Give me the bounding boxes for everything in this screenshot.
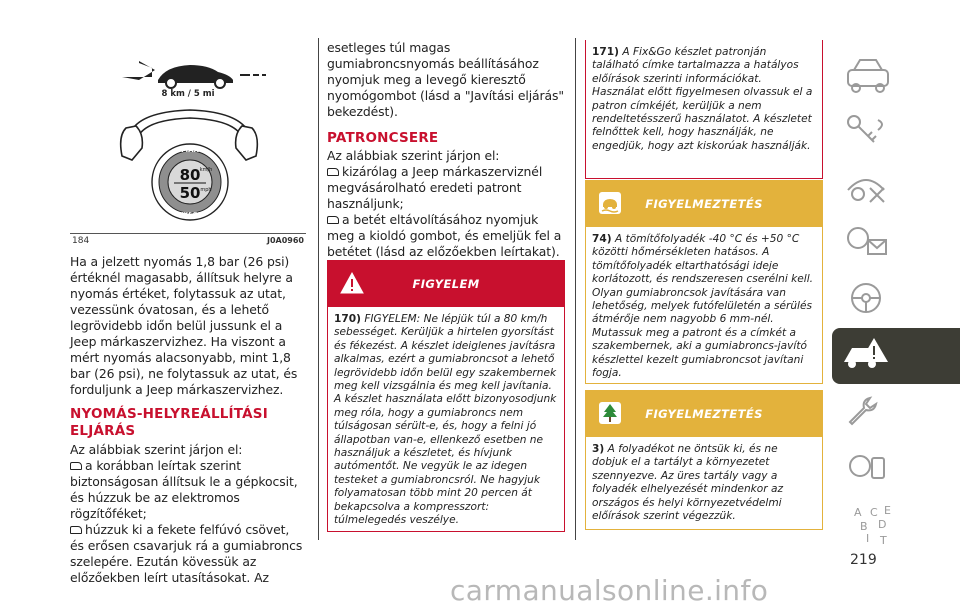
- environment-banner: [586, 391, 822, 437]
- svg-text:I: I: [866, 532, 870, 545]
- car-bullet-icon: [70, 462, 82, 470]
- distance-label: 8 km / 5 mi: [161, 89, 215, 99]
- dashboard-lights-icon: [840, 164, 896, 212]
- continuation-paragraph: esetleges túl magas gumiabroncsnyomás beállításához nyomjuk meg a levegő kieresztő nyomógombot (lásd a "Javítási eljárás" bekezdést).: [327, 40, 564, 119]
- svg-text:B: B: [860, 520, 868, 533]
- sidebar-tab-1[interactable]: [832, 48, 960, 104]
- caution-note: 74) A tömítőfolyadék -40 °C és +50 °C közötti hőmérsékleten hatásos. A tömítőfolyadék eltarthatósági ideje korlátozott, és rendszeresen cserélni kell. Olyan gumiabroncsok javítására van lehetőség, melyek futófelületén a sérülés átmérője nem nagyobb 6 mm-nél. Mutassuk meg a patront és a címkét a szakembernek, aki a gumiabroncs-javító készlettel kezelt gumiabroncsot javítani fogja.: [592, 233, 814, 380]
- steering-wheel-icon: [128, 110, 252, 144]
- car-silhouette-icon: [122, 61, 266, 88]
- sidebar-tab-8[interactable]: [832, 440, 960, 496]
- bullet-item: a betét eltávolításához nyomjuk meg a kioldó gombot, és emeljük fel a betétet (lásd az előzőekben leírtakat).: [327, 212, 562, 259]
- environment-note: 3) A folyadékot ne öntsük ki, és ne dobjuk el a tartályt a környezetet szennyezve. Az üres tartály vagy a folyadék elhelyezését mindenkor az országos és helyi környezetvédelmi előírások szerint végezzük.: [592, 443, 784, 523]
- car-bullet-icon: [327, 168, 339, 176]
- svg-text:A: A: [854, 506, 862, 519]
- svg-text:D: D: [878, 518, 887, 531]
- section-heading: PATRONCSERE: [327, 130, 439, 146]
- sidebar-tab-2[interactable]: [832, 104, 960, 160]
- column-divider: [318, 38, 319, 540]
- figure-number: 184: [72, 236, 90, 246]
- sidebar-tab-6[interactable]: [832, 328, 960, 384]
- speed-label-dial: [152, 144, 228, 220]
- svg-text:T: T: [880, 534, 887, 547]
- column-divider: [575, 38, 576, 540]
- sidebar-tab-7[interactable]: [832, 384, 960, 440]
- technical-data-icon: [840, 444, 896, 492]
- caution-box: [585, 180, 823, 384]
- emergency-icon: [840, 332, 896, 380]
- intro-paragraph: Ha a jelzett nyomás 1,8 bar (26 psi) értéknél magasabb, állítsuk helyre a nyomás értéket, folytassuk az utat, vezessünk óvatosan, és a lehető legrövidebb időn belül jussunk el a Jeep márkaszervizhez. Ha viszont a mért nyomás alacsonyabb, mint 1,8 bar (26 psi), ne folytassuk az utat, és forduljunk a Jeep márkaszervizhez.: [70, 254, 298, 397]
- figure-caption-rule: [70, 233, 306, 234]
- warning-note: 171) A Fix&Go készlet patronján található címke tartalmazza a hatályos előírások szerinti információkat. Használat előtt figyelmesen olvassuk el a patron címkéjét, kerüljük a nem rendeltetésszerű használatot. A készletet felnőttek kell, hogy használják, ne engedjük, hogy azt kiskorúak használják.: [592, 46, 813, 152]
- car-overview-icon: [840, 52, 896, 100]
- figure-code: J0A0960: [267, 236, 304, 245]
- sidebar-tab-5[interactable]: [832, 272, 960, 328]
- banner-label: FIGYELEM: [412, 277, 480, 291]
- car-bullet-icon: [327, 216, 339, 224]
- svg-text:E: E: [884, 504, 891, 517]
- svg-text:50: 50: [179, 184, 201, 202]
- figure-tire-repair-kit: [70, 60, 306, 225]
- service-icon: [840, 388, 896, 436]
- watermark: carmanualsonline.info: [450, 574, 769, 607]
- page-number: 219: [850, 552, 877, 568]
- safety-icon: [840, 220, 896, 268]
- warning-box: [327, 260, 565, 532]
- bullet-item: a korábban leírtak szerint biztonságosan állítsuk le a gépkocsit, és húzzuk be az elektromos rögzítőféket;: [70, 458, 298, 521]
- svg-text:FIX&GO: FIX&GO: [177, 212, 203, 218]
- bullet-item: kizárólag a Jeep márkaszerviznél megvásárolható eredeti patront használjunk;: [327, 164, 543, 211]
- banner-label: FIGYELMEZTETÉS: [645, 407, 763, 421]
- warning-box-continued: [585, 40, 823, 179]
- lead-text: Az alábbiak szerint járjon el:: [70, 442, 243, 457]
- starting-driving-icon: [840, 276, 896, 324]
- caution-banner: [586, 181, 822, 227]
- environment-box: [585, 390, 823, 530]
- sidebar-tab-4[interactable]: [832, 216, 960, 272]
- bullet-item: húzzuk ki a fekete felfúvó csövet, és erősen csavarjuk rá a gumiabroncs szelepére. Ezután kövessük az előzőekben leírt utasításokat. Az: [70, 522, 303, 585]
- lead-text: Az alábbiak szerint járjon el:: [327, 148, 500, 163]
- index-icon: [840, 500, 896, 548]
- svg-text:80: 80: [179, 166, 201, 184]
- warning-banner: [328, 261, 564, 307]
- sidebar-tab-9[interactable]: [832, 496, 960, 552]
- svg-text:C: C: [870, 506, 878, 519]
- warning-note: 170) FIGYELEM: Ne lépjük túl a 80 km/h sebességet. Kerüljük a hirtelen gyorsítást és fékezést. A készlet ideiglenes javításra alkalmas, ezért a gumiabroncsot a lehető legrövidebb időn belül egy szakembernek meg kell vizsgálnia és meg kell javítania. A készlet használata előtt bizonyosodjunk meg róla, hogy a gumiabroncs nem túlságosan sérült-e, és, hogy a felni jó állapotban van-e, ellenkező esetben ne használjuk a készletet, és hívjunk autómentőt. Ne vegyük le az idegen testeket a gumiabroncsról. Ne hagyjuk folyamatosan több mint 20 percen át bekapcsolva a kompresszort: túlmelegedés veszélye.: [334, 313, 557, 527]
- svg-text:km/h: km/h: [199, 167, 213, 173]
- section-heading: NYOMÁS-HELYREÁLLÍTÁSI ELJÁRÁS: [70, 406, 268, 439]
- key-lights-icon: [840, 108, 896, 156]
- banner-label: FIGYELMEZTETÉS: [645, 197, 763, 211]
- car-bullet-icon: [70, 526, 82, 534]
- svg-text:MAX: MAX: [181, 146, 199, 154]
- svg-text:mph: mph: [200, 187, 212, 193]
- sidebar-tab-3[interactable]: [832, 160, 960, 216]
